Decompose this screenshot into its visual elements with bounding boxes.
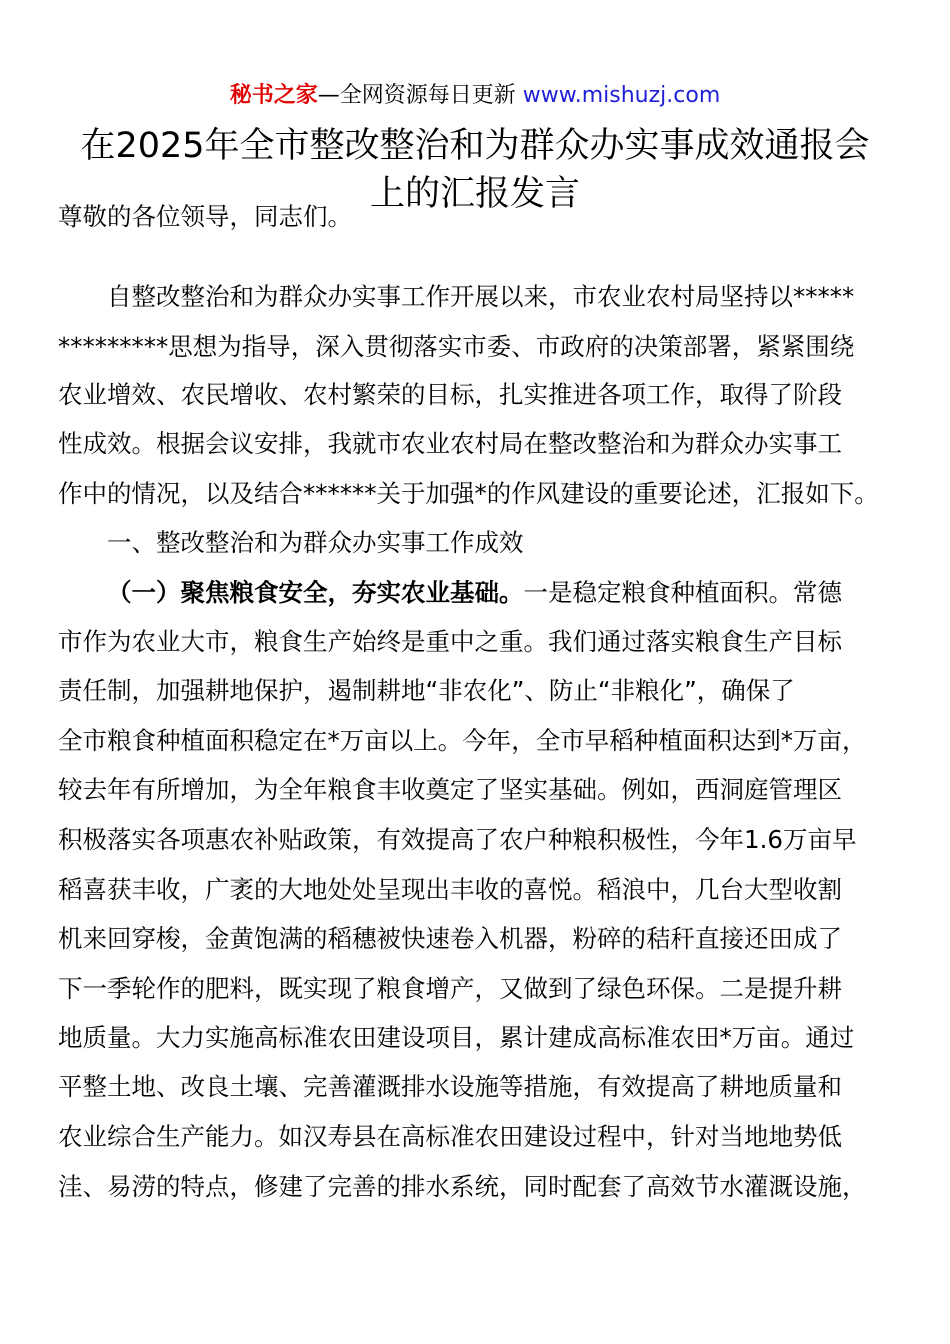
paragraph-line: 农业综合生产能力。如汉寿县在高标准农田建设过程中，针对当地地势低 [58, 1122, 842, 1151]
subsection-lead-text: 一是稳定粮食种植面积。常德 [523, 578, 842, 607]
subsection-line [107, 576, 842, 610]
document-title-line-1: 在2025年全市整改整治和为群众办实事成效通报会 [80, 126, 870, 166]
subsection-heading: （一）聚焦粮食安全，夯实农业基础。 [107, 578, 524, 607]
paragraph-line: 作中的情况，以及结合******关于加强*的作风建设的重要论述，汇报如下。 [58, 479, 879, 508]
site-header [0, 82, 950, 110]
site-brand: 秘书之家 [229, 83, 318, 108]
paragraph-line: 自整改整治和为群众办实事工作开展以来，市农业农村局坚持以***** [107, 282, 855, 311]
paragraph-line: 较去年有所增加，为全年粮食丰收奠定了坚实基础。例如，西洞庭管理区 [58, 775, 842, 804]
paragraph-line: 责任制，加强耕地保护，遏制耕地“非农化”、防止“非粮化”，确保了 [58, 676, 795, 705]
paragraph-line: 全市粮食种植面积稳定在*万亩以上。今年，全市早稻种植面积达到*万亩， [58, 726, 867, 755]
document-title-line-2: 上的汇报发言 [369, 174, 580, 214]
paragraph-line: 下一季轮作的肥料，既实现了粮食增产，又做到了绿色环保。二是提升耕 [58, 974, 842, 1003]
paragraph-line: *********思想为指导，深入贯彻落实市委、市政府的决策部署，紧紧围绕 [58, 332, 855, 361]
paragraph-line: 稻喜获丰收，广袤的大地处处呈现出丰收的喜悦。稻浪中，几台大型收割 [58, 875, 842, 904]
paragraph-line: 洼、易涝的特点，修建了完善的排水系统，同时配套了高效节水灌溉设施， [58, 1172, 867, 1201]
section-heading: 一、整改整治和为群众办实事工作成效 [107, 528, 524, 557]
paragraph-line: 农业增效、农民增收、农村繁荣的目标，扎实推进各项工作，取得了阶段 [58, 380, 842, 409]
paragraph-line: 市作为农业大市，粮食生产始终是重中之重。我们通过落实粮食生产目标 [58, 627, 842, 656]
paragraph-line: 性成效。根据会议安排，我就市农业农村局在整改整治和为群众办实事工 [58, 429, 842, 458]
paragraph-line: 平整土地、改良土壤、完善灌溉排水设施等措施，有效提高了耕地质量和 [58, 1072, 842, 1101]
paragraph-line: 机来回穿梭，金黄饱满的稻穗被快速卷入机器，粉碎的秸秆直接还田成了 [58, 924, 842, 953]
greeting: 尊敬的各位领导，同志们。 [58, 202, 352, 231]
site-url-link[interactable]: www.mishuzj.com [522, 83, 721, 108]
site-tagline: —全网资源每日更新 [317, 83, 516, 108]
paragraph-line: 积极落实各项惠农补贴政策，有效提高了农户种粮积极性，今年1.6万亩早 [58, 825, 857, 854]
paragraph-line: 地质量。大力实施高标准农田建设项目，累计建成高标准农田*万亩。通过 [58, 1023, 855, 1052]
